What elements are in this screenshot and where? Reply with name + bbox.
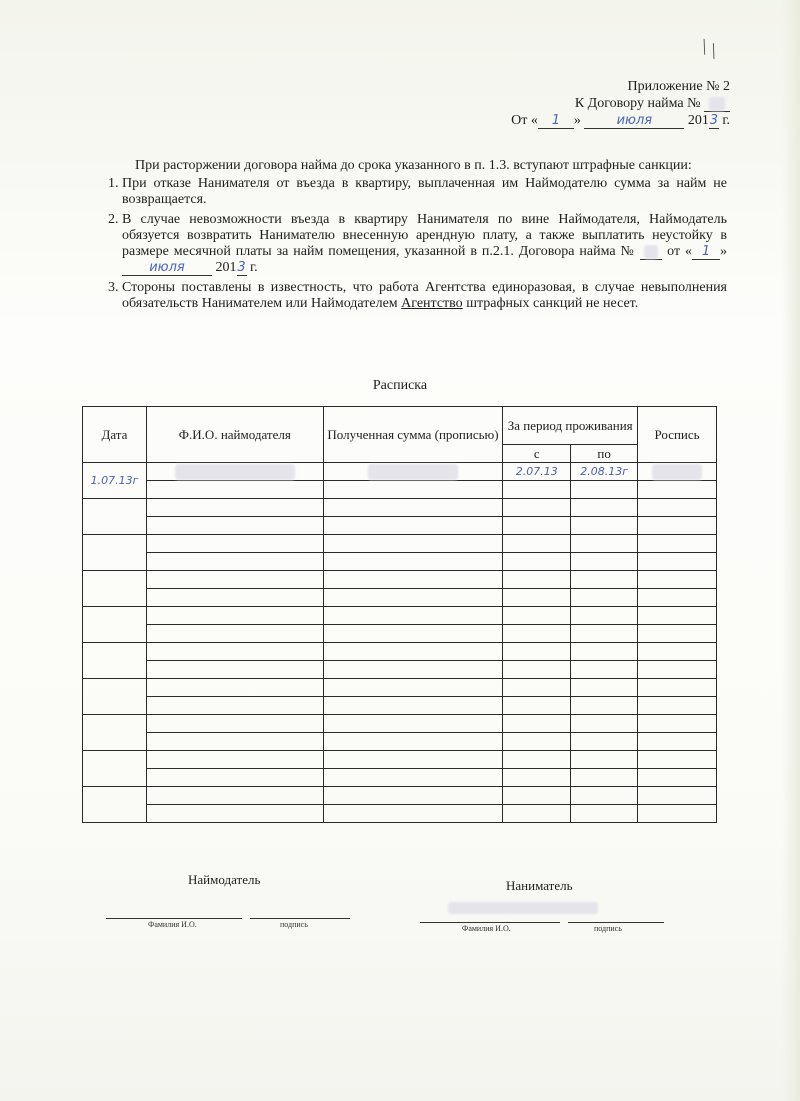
tenant-label: Наниматель <box>506 878 573 893</box>
tenant-fio-caption: Фамилия И.О. <box>462 924 511 933</box>
clause-2: 2. В случае невозможности въезда в квартиру Нанимателя по вине Наймодателя, Наймодатель обязуется возвратить Нанимателю внесенную арендную плату, а также выплатить неустойку в размере месячной платы за найм помещения, указанной в п.2.1. Договора найма № от « 1 » июля 2013 г. <box>122 212 727 276</box>
receipt-rows <box>83 463 717 823</box>
landlord-signature-line <box>250 918 350 919</box>
row1-amount <box>323 463 503 481</box>
header-signature: Роспись <box>638 407 717 463</box>
intro-paragraph: При расторжении договора найма до срока указанного в п. 1.3. вступают штрафные санкции: <box>135 158 692 173</box>
appendix-header <box>511 78 730 129</box>
tenant-signature-line <box>568 922 664 923</box>
table-row <box>83 769 717 787</box>
clause-1: 1. При отказе Нанимателя от въезда в квартиру, выплаченная им Наймодателю сумма за найм не возвращается. <box>122 176 727 208</box>
row1-name <box>146 463 323 481</box>
staple-mark: ╲ ╲ <box>698 39 720 60</box>
tenant-handwriting-blurred <box>448 902 598 918</box>
table-row <box>83 787 717 805</box>
table-row <box>83 625 717 643</box>
table-row <box>83 535 717 553</box>
table-row <box>83 589 717 607</box>
receipt-table <box>82 406 717 823</box>
table-row <box>83 643 717 661</box>
row1-date: 1.07.13г <box>83 463 147 499</box>
table-row <box>83 571 717 589</box>
clause-list <box>82 176 727 312</box>
header-landlord-name: Ф.И.О. наймодателя <box>146 407 323 463</box>
header-period-to: по <box>571 445 638 463</box>
table-row <box>83 805 717 823</box>
landlord-sign-caption: подпись <box>280 920 308 929</box>
table-row <box>83 607 717 625</box>
clause-date-year-digit: 3 <box>237 260 246 275</box>
table-row <box>83 733 717 751</box>
row1-from: 2.07.13 <box>503 463 571 481</box>
landlord-fio-caption: Фамилия И.О. <box>148 920 197 929</box>
landlord-label: Наймодатель <box>188 872 261 887</box>
row1-to: 2.08.13г <box>571 463 638 481</box>
clause-date-month: июля <box>122 261 212 276</box>
header-period: За период проживания <box>503 407 638 445</box>
contract-reference: К Договору найма № <box>511 95 730 112</box>
penalty-clauses <box>82 158 727 316</box>
signature-block <box>0 872 800 942</box>
clause-3: 3. Стороны поставлены в известность, что работа Агентства единоразовая, в случае невыполнения обязательств Нанимателем или Наймодателем Агентство штрафных санкций не несет. <box>122 280 727 312</box>
table-row <box>83 481 717 499</box>
table-row <box>83 661 717 679</box>
agency-word: Агентство <box>401 296 463 311</box>
header-amount: Полученная сумма (прописью) <box>323 407 503 463</box>
contract-number-field-2 <box>640 245 662 260</box>
receipt-title: Расписка <box>372 378 428 393</box>
table-row <box>83 715 717 733</box>
landlord-name-line <box>106 918 242 919</box>
contract-number-field <box>704 97 730 112</box>
table-row <box>83 517 717 535</box>
table-row <box>83 697 717 715</box>
date-year-digit-handwritten: 3 <box>709 113 718 128</box>
date-month-handwritten: июля <box>584 114 684 129</box>
contract-date: От « 1 » июля 2013 г. <box>511 113 730 128</box>
header-period-from: с <box>503 445 571 463</box>
date-day-handwritten: 1 <box>538 114 574 129</box>
table-row <box>83 679 717 697</box>
appendix-number: Приложение № 2 <box>627 79 730 94</box>
table-row <box>83 463 717 481</box>
tenant-name-line <box>420 922 560 923</box>
tenant-sign-caption: подпись <box>594 924 622 933</box>
row1-signature <box>638 463 717 481</box>
header-date: Дата <box>83 407 147 463</box>
table-row <box>83 553 717 571</box>
table-row <box>83 751 717 769</box>
table-row <box>83 499 717 517</box>
clause-date-day: 1 <box>692 245 720 260</box>
